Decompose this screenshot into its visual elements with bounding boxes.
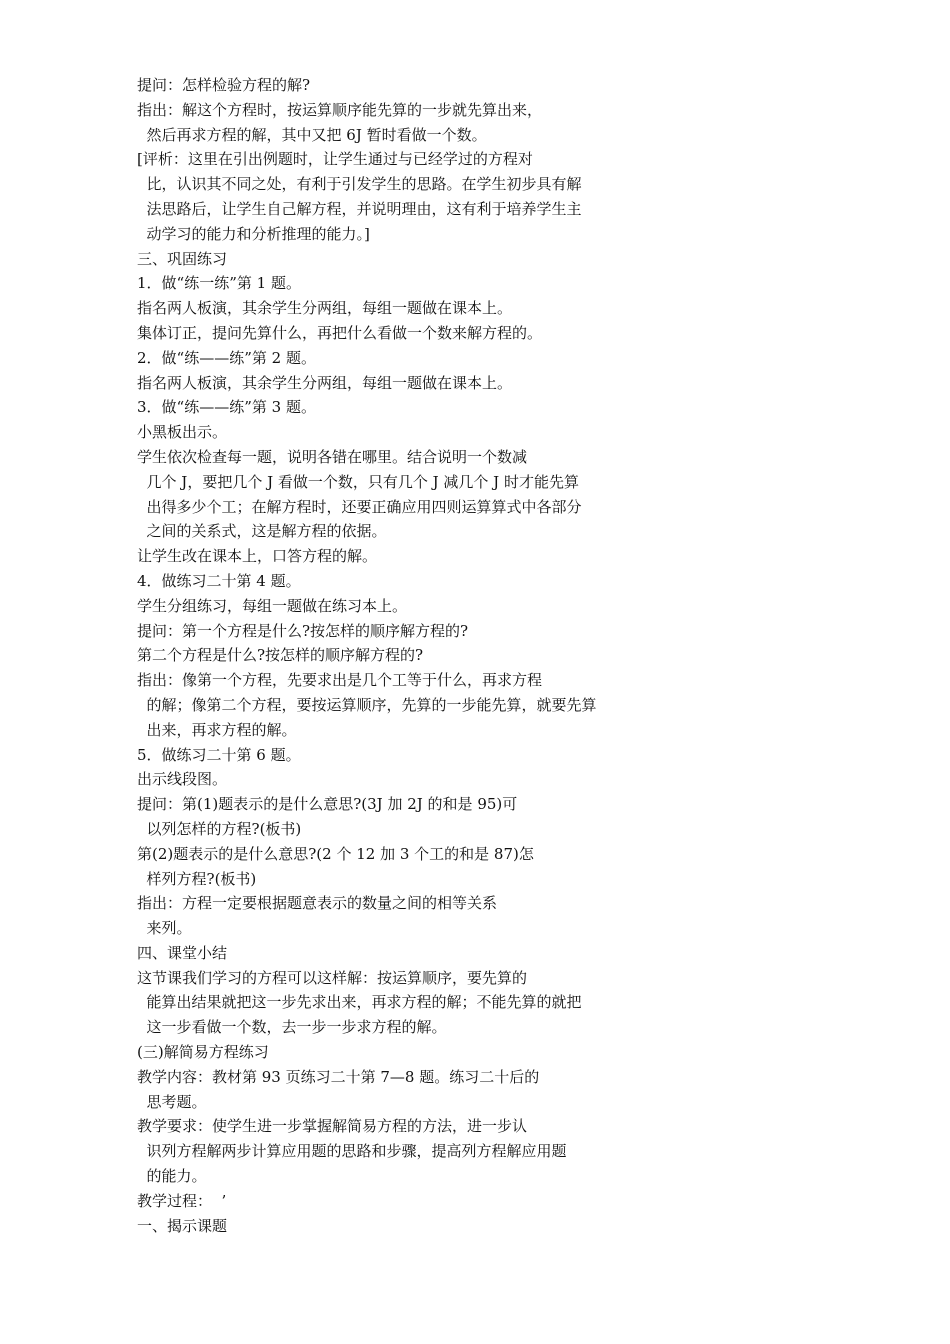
text-line: 4．做练习二十第 4 题。 — [137, 571, 301, 590]
text-line: 的解；像第二个方程，要按运算顺序，先算的一步能先算，就要先算 — [137, 695, 597, 714]
text-line: 指出：解这个方程时，按运算顺序能先算的一步就先算出来， — [137, 100, 543, 119]
text-line: 指出：像第一个方程，先要求出是几个工等于什么，再求方程 — [137, 671, 543, 690]
text-line: 出来，再求方程的解。 — [137, 720, 297, 739]
text-line: 提问：第一个方程是什么?按怎样的顺序解方程的? — [137, 621, 469, 640]
document-body — [137, 73, 697, 1238]
text-line: 出示线段图。 — [137, 770, 228, 789]
text-line: 以列怎样的方程?(板书) — [137, 819, 302, 838]
text-line: [评析：这里在引出例题时，让学生通过与已经学过的方程对 — [137, 150, 533, 169]
text-line: 来列。 — [137, 919, 192, 938]
text-line: 法思路后，让学生自己解方程，并说明理由，这有利于培养学生主 — [137, 199, 582, 218]
text-line: 学生分组练习，每组一题做在练习本上。 — [137, 596, 408, 615]
text-line: 这一步看做一个数，去一步一步求方程的解。 — [137, 1018, 447, 1037]
text-line: 的能力。 — [137, 1167, 207, 1186]
text-line: 提问：第(1)题表示的是什么意思?(3J 加 2J 的和是 95)可 — [137, 795, 518, 814]
text-line: 然后再求方程的解，其中又把 6J 暂时看做一个数。 — [137, 125, 487, 144]
text-line: 第二个方程是什么?按怎样的顺序解方程的? — [137, 646, 424, 665]
text-line: 提问：怎样检验方程的解? — [137, 76, 311, 94]
text-line: 3．做“练——练”第 3 题。 — [137, 398, 316, 417]
text-line: 指出：方程一定要根据题意表示的数量之间的相等关系 — [137, 894, 498, 913]
text-line: 这节课我们学习的方程可以这样解：按运算顺序，要先算的 — [137, 968, 528, 987]
text-line: 几个 J，要把几个 J 看做一个数，只有几个 J 减几个 J 时才能先算 — [137, 472, 579, 491]
text-line: 出得多少个工；在解方程时，还要正确应用四则运算算式中各部分 — [137, 497, 582, 516]
text-line: 四、课堂小结 — [137, 943, 228, 962]
text-line: 样列方程?(板书) — [137, 869, 257, 888]
text-line: 让学生改在课本上，口答方程的解。 — [137, 547, 378, 566]
text-line: 一、揭示课题 — [137, 1216, 228, 1235]
text-line: 能算出结果就把这一步先求出来，再求方程的解；不能先算的就把 — [137, 993, 582, 1012]
text-line: 指名两人板演，其余学生分两组，每组一题做在课本上。 — [137, 299, 513, 318]
text-line: 1．做“练一练”第 1 题。 — [137, 274, 301, 293]
text-line: 教学过程： ’ — [137, 1191, 227, 1210]
text-line: 2．做“练——练”第 2 题。 — [137, 348, 316, 367]
text-line: 动学习的能力和分析推理的能力。] — [137, 224, 370, 243]
text-line: 指名两人板演，其余学生分两组，每组一题做在课本上。 — [137, 373, 513, 392]
text-line: 5．做练习二十第 6 题。 — [137, 745, 301, 764]
text-line: (三)解简易方程练习 — [137, 1043, 269, 1062]
text-line: 思考题。 — [137, 1092, 207, 1111]
text-line: 识列方程解两步计算应用题的思路和步骤，提高列方程解应用题 — [137, 1142, 567, 1161]
text-line: 第(2)题表示的是什么意思?(2 个 12 加 3 个工的和是 87)怎 — [137, 844, 534, 863]
text-line: 之间的关系式，这是解方程的依据。 — [137, 522, 387, 541]
text-line: 小黑板出示。 — [137, 423, 228, 442]
text-line: 比，认识其不同之处，有利于引发学生的思路。在学生初步具有解 — [137, 175, 582, 194]
text-line: 三、巩固练习 — [137, 249, 228, 268]
text-line: 学生依次检查每一题，说明各错在哪里。结合说明一个数减 — [137, 447, 528, 466]
text-line: 教学要求：使学生进一步掌握解简易方程的方法，进一步认 — [137, 1117, 528, 1136]
text-line: 集体订正，提问先算什么，再把什么看做一个数来解方程的。 — [137, 323, 543, 342]
text-line: 教学内容：教材第 93 页练习二十第 7—8 题。练习二十后的 — [137, 1067, 540, 1086]
